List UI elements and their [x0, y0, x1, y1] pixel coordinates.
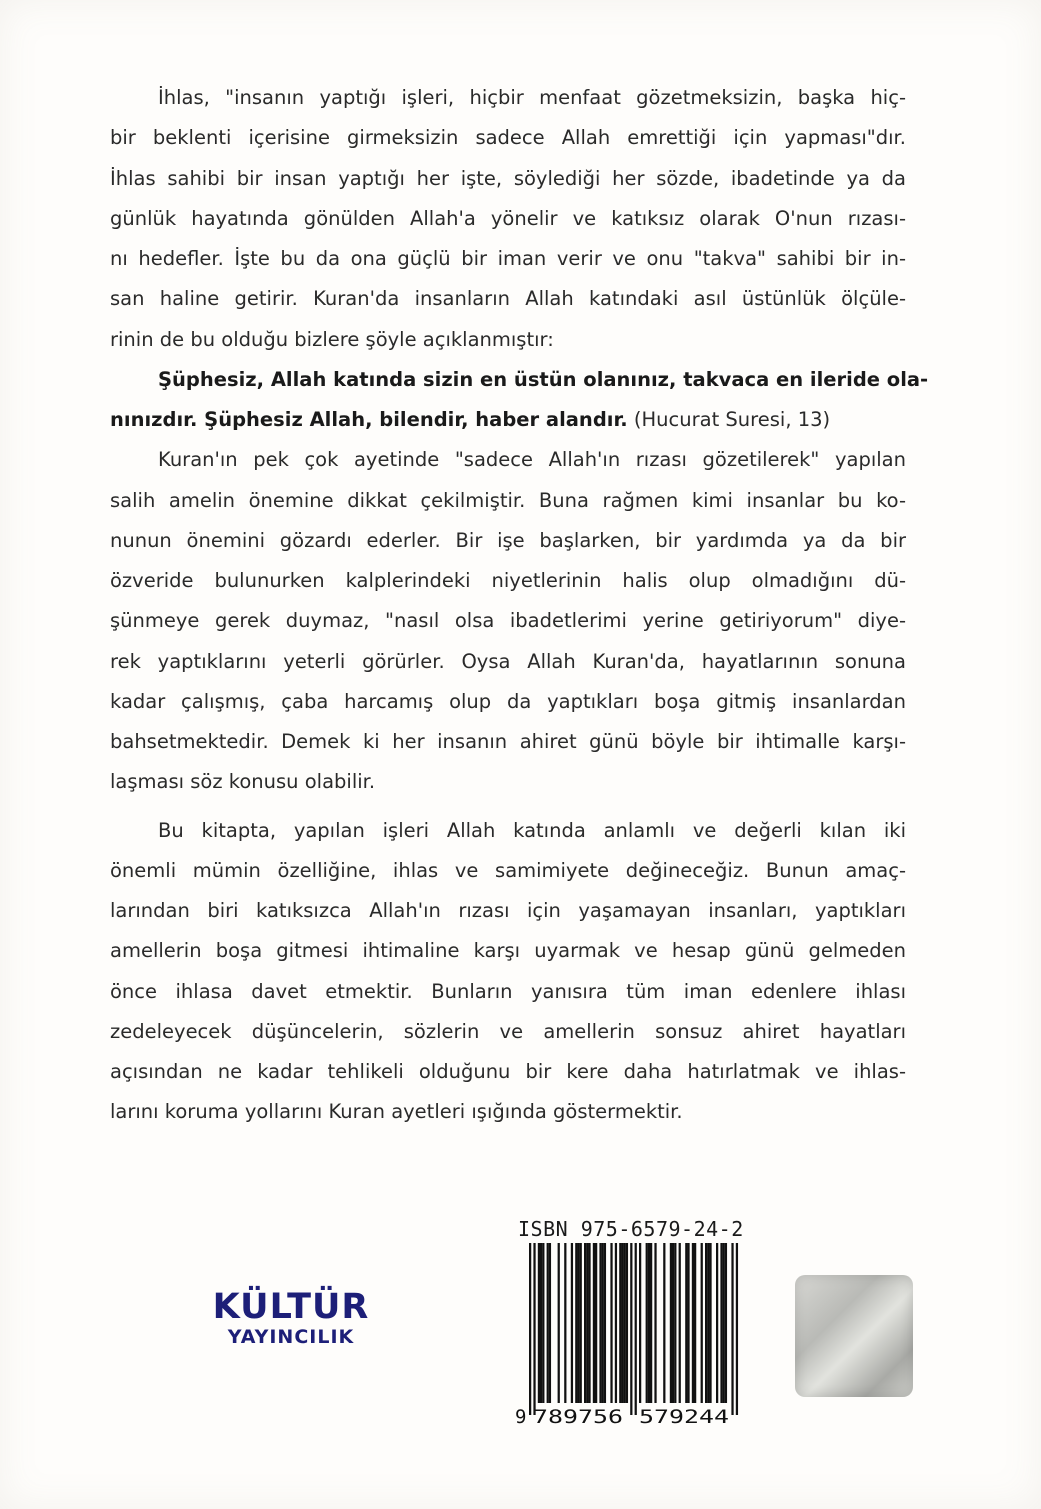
paragraph3-line: önemli mümin özelliğine, ihlas ve samimiyete değineceğiz. Bunun amaç- — [110, 858, 906, 882]
barcode-bar — [533, 1243, 535, 1415]
barcode-bar — [731, 1243, 733, 1415]
barcode-bar — [663, 1243, 665, 1403]
barcode-bar — [615, 1243, 617, 1403]
barcode-bar — [709, 1243, 711, 1403]
paragraph3-line: zedeleyecek düşüncelerin, sözlerin ve amellerin sonsuz ahiret hayatları — [110, 1019, 906, 1043]
barcode-bar — [593, 1243, 595, 1403]
barcode-bar — [619, 1243, 621, 1403]
paragraph3-line: önce ihlasa davet etmektir. Bunların yanısıra tüm iman edenlere ihlası — [110, 979, 906, 1003]
barcode-bar — [672, 1243, 674, 1403]
barcode-bar — [701, 1243, 703, 1403]
barcode-bar — [599, 1243, 601, 1403]
barcode-bar — [635, 1243, 637, 1415]
barcode-bar — [716, 1243, 718, 1403]
paragraph1-line: İhlas, "insanın yaptığı işleri, hiçbir menfaat gözetmeksizin, başka hiç- — [158, 86, 906, 109]
barcode-bar — [626, 1243, 628, 1403]
quote-line: Şüphesiz, Allah katında sizin en üstün olanınız, takvaca en ileride ola- — [158, 367, 929, 391]
barcode-left-digits: 789756 — [533, 1406, 623, 1428]
barcode-bar — [692, 1243, 694, 1403]
barcode-bar — [577, 1243, 579, 1403]
publisher-subtitle: YAYINCILIK — [227, 1326, 355, 1348]
barcode-bar — [542, 1243, 544, 1403]
barcode-bar — [571, 1243, 573, 1403]
barcode-bar — [685, 1243, 687, 1403]
barcode-bar — [547, 1243, 549, 1403]
barcode-bar — [648, 1243, 650, 1403]
paragraph3-line: açısından ne kadar tehlikeli olduğunu bir kere daha hatırlatmak ve ihlas- — [110, 1060, 906, 1083]
paragraph3-line: Bu kitapta, yapılan işleri Allah katında anlamlı ve değerli kılan iki — [158, 818, 906, 842]
barcode-bar — [529, 1243, 531, 1415]
ean13-barcode — [513, 1243, 745, 1428]
quote-bold-text: nınızdır. Şüphesiz Allah, bilendir, haber alandır. — [110, 408, 628, 431]
paragraph1-line: nı hedefler. İşte bu da ona güçlü bir iman verir ve onu "takva" sahibi bir in- — [110, 247, 906, 270]
barcode-bar — [624, 1243, 626, 1403]
isbn-label: ISBN 975-6579-24-2 — [518, 1217, 744, 1241]
barcode-bar — [725, 1243, 727, 1403]
paragraph2-line: rek yaptıklarını yeterli görürler. Oysa Allah Kuran'da, hayatlarının sonuna — [110, 649, 906, 673]
paragraph3-line: larını koruma yollarını Kuran ayetleri ışığında göstermektir. — [110, 1100, 683, 1124]
barcode-bar — [694, 1243, 696, 1403]
barcode-bar — [674, 1243, 676, 1403]
barcode-bar — [558, 1243, 560, 1403]
barcode-bar — [595, 1243, 597, 1403]
barcode-bar — [679, 1243, 681, 1403]
barcode-bar — [564, 1243, 566, 1403]
paragraph2-line: Kuran'ın pek çok ayetinde "sadece Allah'ın rızası gözetilerek" yapılan — [158, 448, 906, 472]
paragraph2-line: şünmeye gerek duymaz, "nasıl olsa ibadetlerimi yerine getiriyorum" diye- — [110, 609, 906, 633]
barcode-bar — [604, 1243, 606, 1403]
publisher-logo — [211, 1289, 371, 1349]
quote-line-with-reference — [110, 400, 906, 440]
paragraph2-line: bahsetmektedir. Demek ki her insanın ahiret günü böyle bir ihtimalle karşı- — [110, 730, 906, 753]
barcode-bar — [630, 1243, 632, 1415]
barcode-bar — [650, 1243, 652, 1403]
barcode-bar — [705, 1243, 707, 1403]
paragraph2-line: özveride bulunurken kalplerindeki niyetlerinin halis olup olmadığını dü- — [110, 569, 906, 592]
barcode-bar — [610, 1243, 612, 1403]
paragraph3-line: amellerin boşa gitmesi ihtimaline karşı uyarmak ve hesap günü gelmeden — [110, 939, 906, 963]
paragraph2-line: kadar çalışmış, çaba harcamış olup da yaptıkları boşa gitmiş insanlardan — [110, 689, 906, 713]
publisher-name: KÜLTÜR — [212, 1287, 370, 1327]
blurb-text — [110, 78, 929, 1133]
barcode-bars — [529, 1243, 738, 1415]
barcode-right-digits: 579244 — [639, 1406, 729, 1428]
barcode-bar — [670, 1243, 672, 1403]
paragraph3-line: larından biri katıksızca Allah'ın rızası için yaşamayan insanları, yaptıkları — [110, 899, 906, 922]
barcode-bar — [720, 1243, 722, 1403]
barcode-bar — [621, 1243, 623, 1403]
barcode-bar — [584, 1243, 586, 1403]
paragraph2-line: salih amelin önemine dikkat çekilmiştir. Buna rağmen kimi insanlar bu ko- — [110, 488, 906, 512]
paragraph1-line: rinin de bu olduğu bizlere şöyle açıklanmıştır: — [110, 327, 554, 351]
barcode-bar — [736, 1243, 738, 1415]
hologram-sticker — [795, 1275, 913, 1397]
barcode-bar — [540, 1243, 542, 1403]
barcode-bar — [588, 1243, 590, 1403]
barcode-bar — [639, 1243, 641, 1403]
barcode-bar — [654, 1243, 656, 1403]
barcode-bar — [575, 1243, 577, 1403]
paragraph2-line: nunun önemini gözardı ederler. Bir işe başlarken, bir yardımda ya da bir — [110, 528, 906, 552]
paragraph1-line: bir beklenti içerisine girmeksizin sadece Allah emrettiği için yapması"dır. — [110, 126, 906, 150]
barcode-bar — [538, 1243, 540, 1403]
barcode-bar — [707, 1243, 709, 1403]
barcode-bar — [586, 1243, 588, 1403]
barcode-bar — [646, 1243, 648, 1403]
paragraph2-line: laşması söz konusu olabilir. — [110, 770, 376, 794]
quote-reference: (Hucurat Suresi, 13) — [627, 408, 831, 431]
barcode-bar — [723, 1243, 725, 1403]
paragraph1-line: İhlas sahibi bir insan yaptığı her işte, söylediği her sözde, ibadetinde ya da — [110, 166, 906, 190]
barcode-bar — [549, 1243, 551, 1403]
paragraph1-line: günlük hayatında gönülden Allah'a yönelir ve katıksız olarak O'nun rızası- — [110, 206, 906, 230]
barcode-bar — [602, 1243, 604, 1403]
barcode-bar — [687, 1243, 689, 1403]
barcode-bar — [580, 1243, 582, 1403]
barcode-leading-digit: 9 — [515, 1406, 527, 1428]
paragraph1-line: san haline getirir. Kuran'da insanların Allah katındaki asıl üstünlük ölçüle- — [110, 287, 906, 311]
